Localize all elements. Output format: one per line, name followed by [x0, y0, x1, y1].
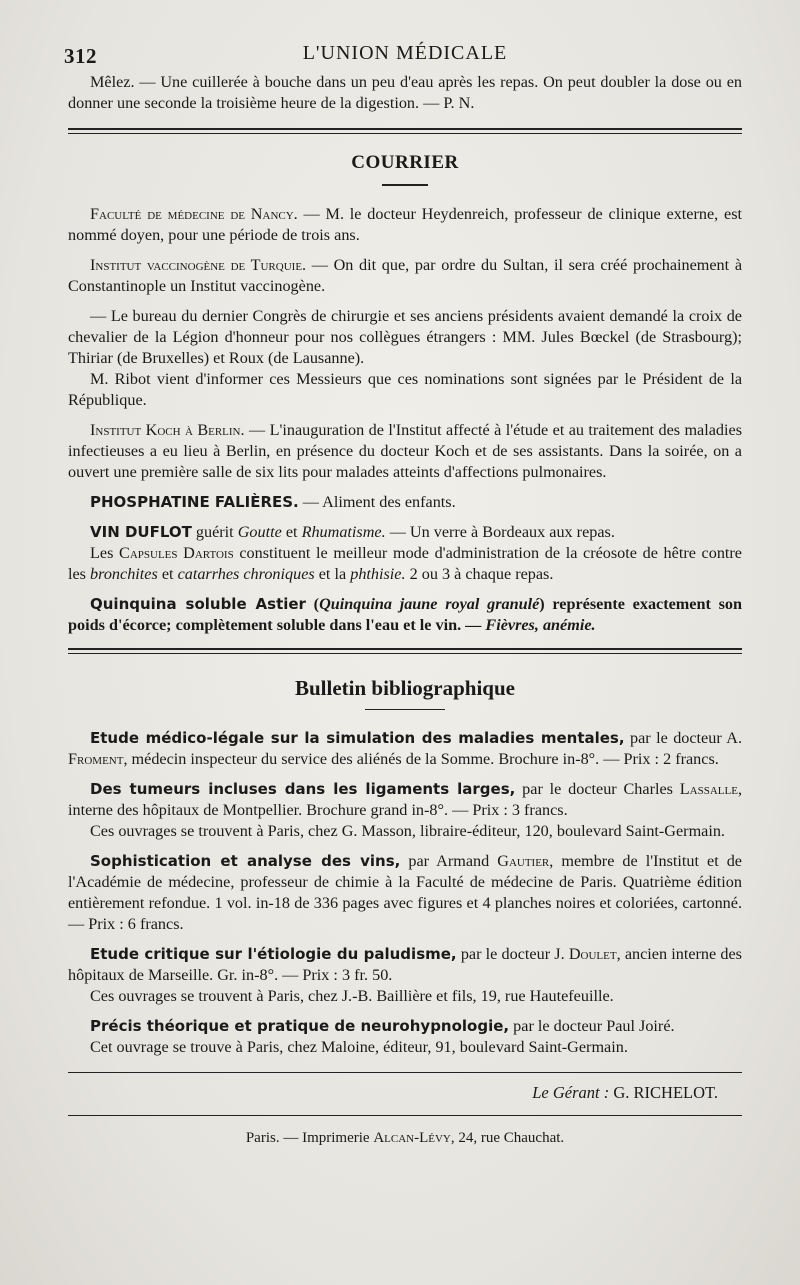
- ad-duflot: VIN DUFLOT guérit Goutte et Rhumatisme. — Un verre à Bordeaux aux repas.: [90, 523, 615, 541]
- ad-name: Capsules Dartois: [119, 544, 234, 562]
- news-koch: [68, 420, 742, 483]
- bib-title: Etude critique sur l'étiologie du paludisme,: [90, 945, 457, 963]
- bib-author: Gautier: [497, 852, 550, 870]
- gerant-signature: Le Gérant : G. RICHELOT.: [532, 1083, 718, 1102]
- footer-rule: [68, 1115, 742, 1116]
- courrier-title: COURRIER: [351, 152, 459, 173]
- news-text: — On dit que, par ordre du Sultan, il sera créé prochainement à Constantinople un Institut vaccinogène.: [68, 256, 743, 295]
- bib-note: Cet ouvrage se trouve à Paris, chez Maloine, éditeur, 91, boulevard Saint-Germain.: [90, 1038, 628, 1056]
- news-nancy: [68, 204, 742, 246]
- bib-author: Lassalle: [679, 780, 738, 798]
- bib-note: Ces ouvrages se trouvent à Paris, chez G. Masson, libraire-éditeur, 120, boulevard Saint-Germain.: [90, 822, 725, 840]
- page-number: 312: [64, 44, 97, 68]
- section-rule: [68, 128, 742, 134]
- section-rule: [68, 648, 742, 654]
- ad-name: Quinquina soluble Astier: [90, 595, 306, 613]
- imprint-line: Paris. — Imprimerie Alcan-Lévy, 24, rue Chauchat.: [245, 1130, 565, 1146]
- bib-author: Froment: [68, 750, 124, 768]
- news-label: Faculté de médecine de Nancy.: [90, 205, 298, 223]
- ad-name: VIN DUFLOT: [90, 523, 192, 541]
- bib-title: Des tumeurs incluses dans les ligaments larges,: [90, 780, 516, 798]
- bib-title: Sophistication et analyse des vins,: [90, 852, 401, 870]
- bib-entry: Etude médico-légale sur la simulation des maladies mentales, par le docteur A. Froment, médecin inspecteur du service des aliénés de la Somme. Brochure in-8°. — Prix : 2 francs.: [68, 729, 742, 768]
- bib-title: Etude médico-légale sur la simulation des maladies mentales,: [90, 729, 625, 747]
- bib-author: Doulet: [568, 945, 617, 963]
- running-header: [64, 36, 742, 72]
- footer-rule: [68, 1072, 742, 1073]
- bib-entry: Sophistication et analyse des vins, par Armand Gautier, membre de l'Institut et de l'Académie de médecine, professeur de chimie à la Faculté de médecine de Paris. Quatrième édition entièrement refondue. 1 vol. in-18 de 336 pages avec figures et 4 planches noires et coloriées, cartonné. — Prix : 6 francs.: [68, 852, 742, 933]
- bib-title: Précis théorique et pratique de neurohypnologie,: [90, 1017, 510, 1035]
- ad-astier: Quinquina soluble Astier (Quinquina jaune royal granulé) représente exactement son poids d'écorce; complètement soluble dans l'eau et le vin. — Fièvres, anémie.: [68, 595, 742, 634]
- bib-entry: Précis théorique et pratique de neurohypnologie, par le docteur Paul Joiré.: [90, 1017, 675, 1035]
- bib-note: Ces ouvrages se trouvent à Paris, chez J.-B. Baillière et fils, 19, rue Hautefeuille.: [90, 987, 614, 1005]
- intro-paragraph: Mêlez. — Une cuillerée à bouche dans un peu d'eau après les repas. On peut doubler la dose ou en donner une seconde la troisième heure de la digestion. — P. N.: [68, 73, 742, 112]
- ad-phosphatine: PHOSPHATINE FALIÈRES. — Aliment des enfants.: [90, 493, 456, 511]
- title-dash: [365, 709, 445, 710]
- news-label: Institut vaccinogène de Turquie.: [90, 256, 307, 274]
- title-dash: [382, 184, 428, 186]
- bib-entry: Etude critique sur l'étiologie du paludisme, par le docteur J. Doulet, ancien interne des hôpitaux de Marseille. Gr. in-8°. — Prix : 3 fr. 50.: [68, 945, 742, 984]
- bib-author: Joiré: [639, 1017, 671, 1035]
- journal-title: L'UNION MÉDICALE: [302, 42, 508, 64]
- news-label: Institut Koch à Berlin.: [90, 421, 245, 439]
- news-text: — L'inauguration de l'Institut affecté à l'étude et au traitement des maladies infectieuses a eu lieu à Berlin, en présence du docteur Koch et de ses assistants. Dans la soirée, on a ouvert une première salle de six lits pour malades atteints d'affections pulmonaires.: [68, 421, 742, 481]
- news-turquie: [68, 255, 742, 297]
- news-ribot: M. Ribot vient d'informer ces Messieurs que ces nominations sont signées par le Président de la République.: [68, 370, 742, 409]
- news-congres: — Le bureau du dernier Congrès de chirurgie et ses anciens présidents avaient demandé la croix de chevalier de la Légion d'honneur pour nos collègues étrangers : MM. Jules Bœckel (de Strasbourg); Thiriar (de Bruxelles) et Roux (de Lausanne).: [68, 307, 742, 367]
- bulletin-title: Bulletin bibliographique: [295, 676, 515, 700]
- ad-name: PHOSPHATINE FALIÈRES.: [90, 493, 299, 511]
- news-text: — M. le docteur Heydenreich, professeur de clinique externe, est nommé doyen, pour une période de trois ans.: [68, 205, 743, 244]
- ad-dartois: Les Capsules Dartois constituent le meilleur mode d'administration de la créosote de hêtre contre les bronchites et catarrhes chroniques et la phthisie. 2 ou 3 à chaque repas.: [68, 544, 742, 583]
- bib-entry: Des tumeurs incluses dans les ligaments larges, par le docteur Charles Lassalle, interne des hôpitaux de Montpellier. Brochure grand in-8°. — Prix : 3 francs.: [68, 780, 742, 819]
